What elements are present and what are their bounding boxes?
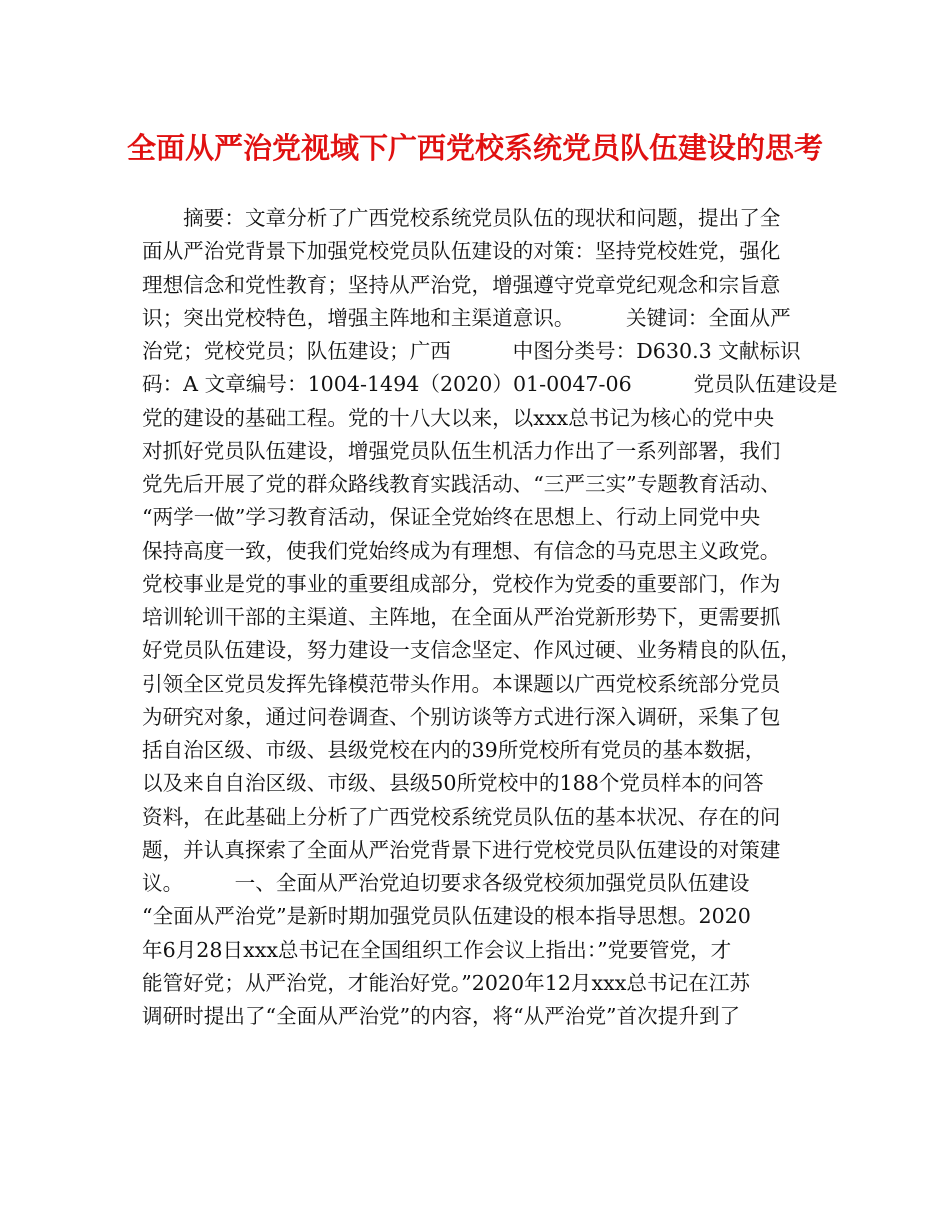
text-line: 议。 一、全面从严治党迫切要求各级党校须加强党员队伍建设	[142, 871, 750, 895]
text-line: 识；突出党校特色，增强主阵地和主渠道意识。 关键词：全面从严	[142, 305, 791, 330]
text-line: 括自治区级、市级、县级党校在内的39所党校所有党员的基本数据，	[142, 738, 766, 762]
text-line: 摘要：文章分析了广西党校系统党员队伍的现状和问题，提出了全	[142, 206, 781, 230]
text-line: 能管好党；从严治党，才能治好党。”2020年12月xxx总书记在江苏	[142, 970, 750, 995]
text-line: 资料，在此基础上分析了广西党校系统党员队伍的基本状况、存在的问	[142, 804, 781, 829]
text-line: 培训轮训干部的主渠道、主阵地，在全面从严治党新形势下，更需要抓	[142, 605, 781, 629]
text-line: 调研时提出了“全面从严治党”的内容，将“从严治党”首次提升到了	[142, 1004, 741, 1028]
text-line: 以及来自自治区级、市级、县级50所党校中的188个党员样本的问答	[142, 771, 764, 796]
text-line: 党校事业是党的事业的重要组成部分，党校作为党委的重要部门，作为	[142, 571, 781, 596]
text-line: “两学一做”学习教育活动，保证全党始终在思想上、行动上同党中央	[142, 505, 761, 530]
document-title: 全面从严治党视域下广西党校系统党员队伍建设的思考	[126, 131, 823, 165]
text-line: 理想信念和党性教育；坚持从严治党，增强遵守党章党纪观念和宗旨意	[142, 272, 781, 297]
text-line: 治党；党校党员；队伍建设；广西 中图分类号：D630.3 文献标识	[142, 339, 801, 363]
text-line: “全面从严治党”是新时期加强党员队伍建设的根本指导思想。2020	[142, 904, 751, 929]
text-line: 保持高度一致，使我们党始终成为有理想、有信念的马克思主义政党。	[142, 538, 781, 563]
text-line: 好党员队伍建设，努力建设一支信念坚定、作风过硬、业务精良的队伍，	[142, 638, 801, 663]
text-line: 面从严治党背景下加强党校党员队伍建设的对策：坚持党校姓党，强化	[142, 239, 781, 264]
text-line: 为研究对象，通过问卷调查、个别访谈等方式进行深入调研，采集了包	[142, 704, 781, 729]
text-line: 党先后开展了党的群众路线教育实践活动、“三严三实”专题教育活动、	[142, 472, 781, 496]
text-line: 码：A 文章编号：1004-1494（2020）01-0047-06 党员队伍建设是	[142, 372, 838, 397]
text-line: 年6月28日xxx总书记在全国组织工作会议上指出：”党要管党，才	[142, 937, 732, 962]
document-body	[142, 202, 838, 1033]
text-line: 引领全区党员发挥先锋模范带头作用。本课题以广西党校系统部分党员	[142, 671, 781, 696]
text-line: 题，并认真探索了全面从严治党背景下进行党校党员队伍建设的对策建	[142, 837, 781, 862]
text-line: 党的建设的基础工程。党的十八大以来，以xxx总书记为核心的党中央	[142, 405, 775, 430]
text-line: 对抓好党员队伍建设，增强党员队伍生机活力作出了一系列部署，我们	[142, 438, 781, 463]
